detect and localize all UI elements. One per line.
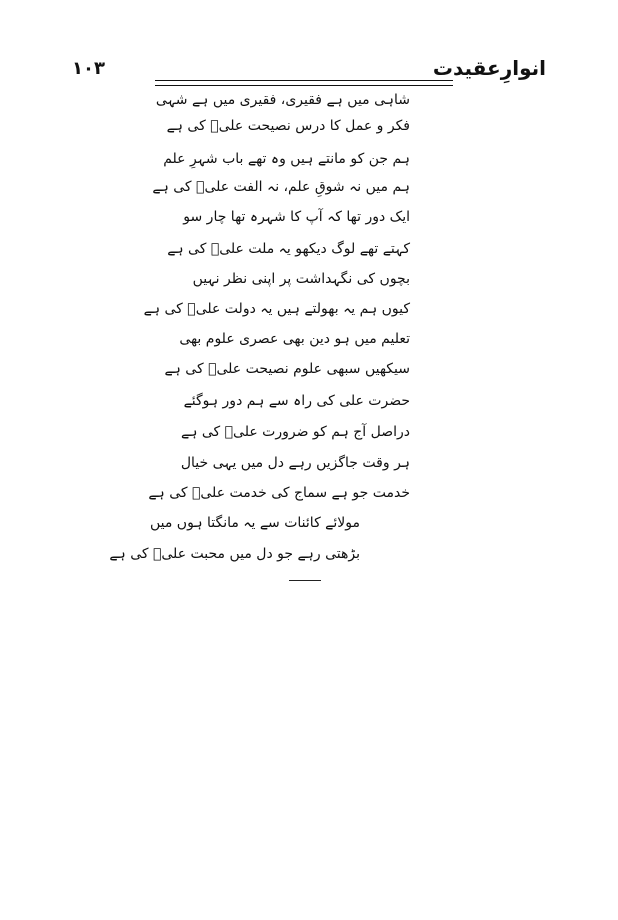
page-number: ۱۰۳: [72, 58, 105, 79]
poem-line: مولائے کائنات سے یہ مانگتا ہوں میں: [149, 515, 360, 531]
poem-line: فکر و عمل کا درس نصیحت علیؑ کی ہے: [166, 118, 410, 134]
poem-line: کہتے تھے لوگ دیکھو یہ ملت علیؑ کی ہے: [167, 241, 410, 257]
header-rule-bottom: [155, 85, 453, 86]
poem-line: ہم جن کو مانتے ہیں وہ تھے باب شہرِ علم: [163, 151, 410, 167]
poem-line: شاہی میں ہے فقیری، فقیری میں ہے شہی: [155, 92, 410, 108]
poem-line: تعلیم میں ہو دین بھی عصری علوم بھی: [179, 331, 410, 347]
section-end-rule: [289, 580, 321, 581]
poem-line: خدمت جو ہے سماج کی خدمت علیؑ کی ہے: [148, 485, 410, 501]
poem-line: ہر وقت جاگزیں رہے دل میں یہی خیال: [180, 455, 410, 471]
poem-line: کیوں ہم یہ بھولتے ہیں یہ دولت علیؑ کی ہے: [143, 301, 410, 317]
running-header-title: انوارِعقیدت: [432, 56, 546, 80]
poem-line: حضرت علی کی راہ سے ہم دور ہوگئے: [183, 393, 410, 409]
poem-line: سیکھیں سبھی علوم نصیحت علیؑ کی ہے: [164, 361, 410, 377]
poem-line: بچوں کی نگہداشت پر اپنی نظر نہیں: [192, 271, 410, 287]
header-rule-top: [155, 80, 453, 81]
poem-line: ہم میں نہ شوقِ علم، نہ الفت علیؑ کی ہے: [152, 179, 410, 195]
poem-line: دراصل آج ہم کو ضرورت علیؑ کی ہے: [181, 424, 410, 440]
poem-line: ایک دور تھا کہ آپ کا شہرہ تھا چار سو: [183, 209, 410, 225]
poem-line: بڑھتی رہے جو دل میں محبت علیؑ کی ہے: [109, 546, 360, 562]
